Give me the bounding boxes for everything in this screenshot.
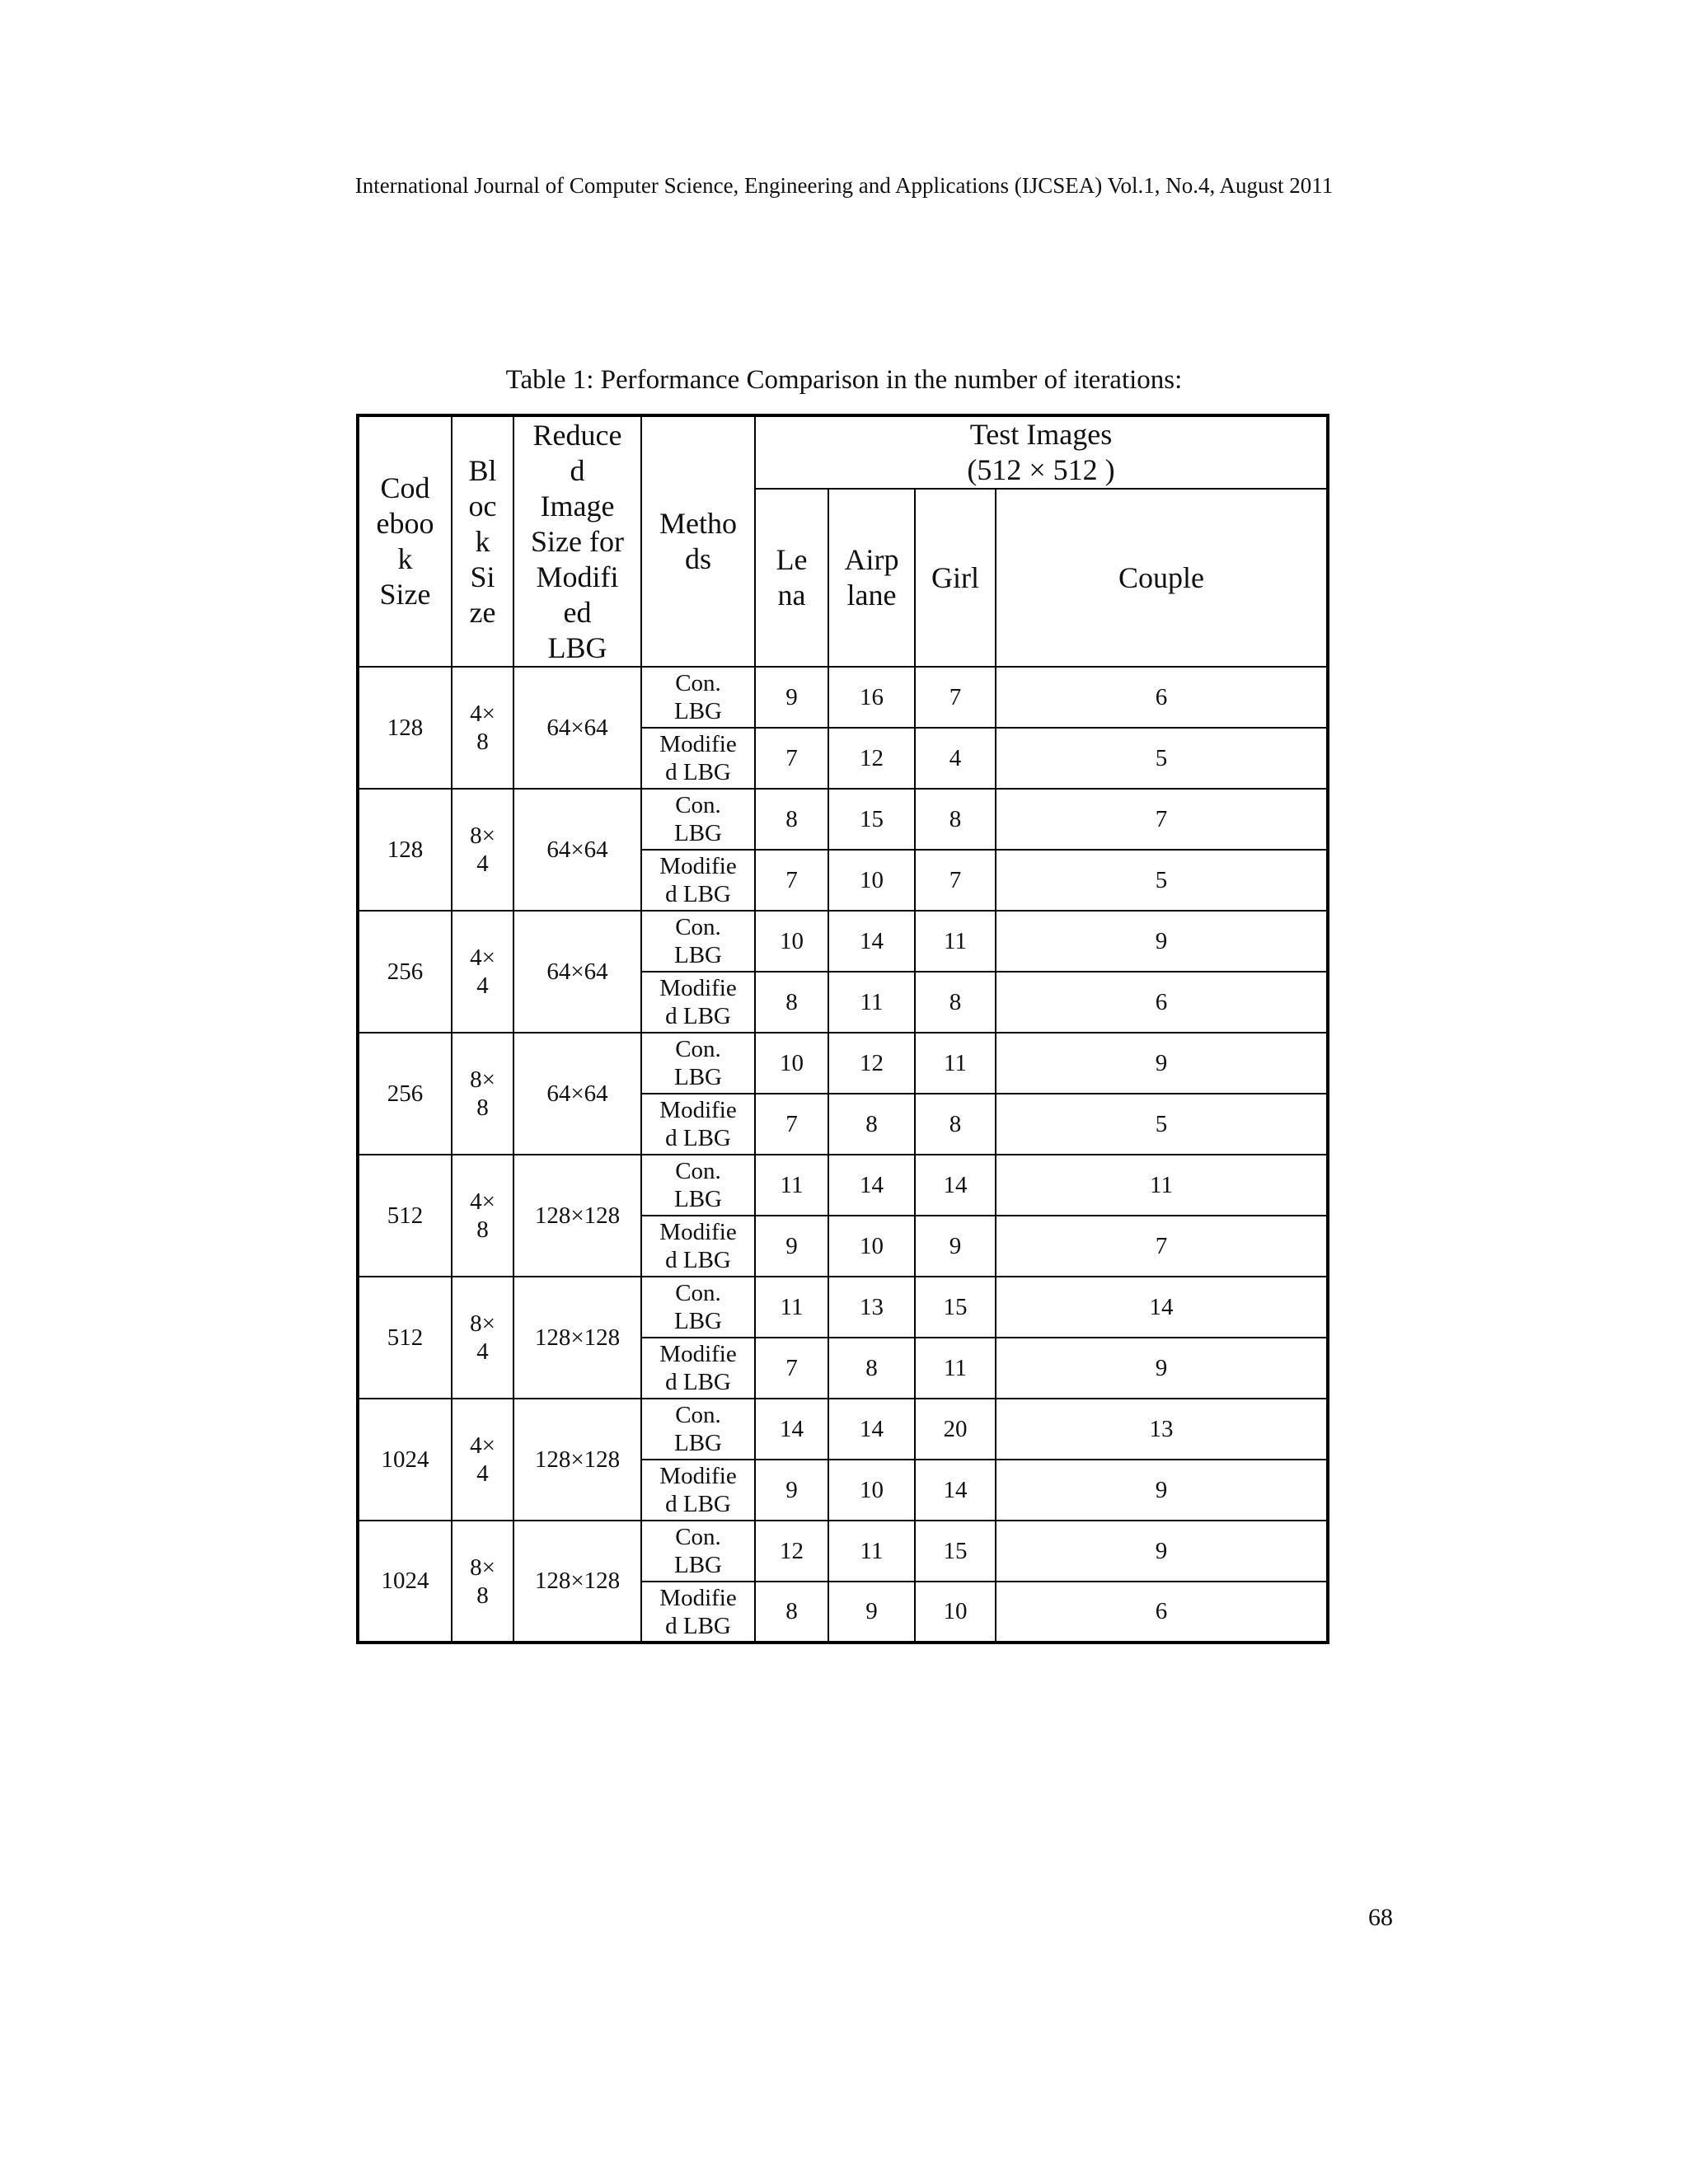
iteration-value-cell: 12	[828, 728, 915, 789]
iteration-value-cell: 9	[828, 1582, 915, 1643]
method-cell-con-lbg: Con. LBG	[641, 1277, 755, 1338]
iteration-value-cell: 10	[828, 1216, 915, 1277]
iteration-value-cell: 11	[996, 1155, 1328, 1216]
method-cell-modified-lbg: Modifie d LBG	[641, 1582, 755, 1643]
iteration-value-cell: 8	[755, 789, 828, 850]
iteration-value-cell: 9	[996, 1338, 1328, 1399]
iteration-value-cell: 8	[915, 972, 996, 1033]
header-reduced-image-size: Reduce d Image Size for Modifi ed LBG	[513, 415, 641, 667]
header-image-airplane: Airp lane	[828, 489, 915, 667]
method-cell-con-lbg: Con. LBG	[641, 667, 755, 728]
codebook-size-cell: 128	[358, 667, 452, 789]
iteration-value-cell: 7	[755, 850, 828, 911]
iteration-value-cell: 6	[996, 667, 1328, 728]
iteration-value-cell: 8	[828, 1338, 915, 1399]
iteration-value-cell: 10	[755, 911, 828, 972]
iteration-value-cell: 5	[996, 850, 1328, 911]
method-cell-modified-lbg: Modifie d LBG	[641, 728, 755, 789]
codebook-size-cell: 256	[358, 911, 452, 1033]
results-table	[356, 414, 1329, 1644]
iteration-value-cell: 7	[915, 850, 996, 911]
block-size-cell: 4× 4	[452, 911, 513, 1033]
header-test-images: Test Images (512 × 512 )	[755, 415, 1328, 489]
iteration-value-cell: 8	[915, 789, 996, 850]
iteration-value-cell: 9	[996, 1460, 1328, 1521]
reduced-size-cell: 64×64	[513, 667, 641, 789]
iteration-value-cell: 9	[915, 1216, 996, 1277]
table-row	[358, 667, 1328, 728]
iteration-value-cell: 14	[828, 911, 915, 972]
iteration-value-cell: 10	[755, 1033, 828, 1094]
table-row	[358, 1521, 1328, 1582]
block-size-cell: 4× 8	[452, 1155, 513, 1277]
codebook-size-cell: 1024	[358, 1399, 452, 1521]
table-row	[358, 1399, 1328, 1460]
iteration-value-cell: 7	[915, 667, 996, 728]
iteration-value-cell: 15	[828, 789, 915, 850]
iteration-value-cell: 9	[996, 1521, 1328, 1582]
iteration-value-cell: 5	[996, 1094, 1328, 1155]
page-number: 68	[1368, 1904, 1393, 1931]
table-row	[358, 1155, 1328, 1216]
iteration-value-cell: 11	[915, 1033, 996, 1094]
codebook-size-cell: 1024	[358, 1521, 452, 1643]
header-codebook-size: Cod eboo k Size	[358, 415, 452, 667]
method-cell-modified-lbg: Modifie d LBG	[641, 1216, 755, 1277]
codebook-size-cell: 512	[358, 1155, 452, 1277]
iteration-value-cell: 15	[915, 1277, 996, 1338]
running-header: International Journal of Computer Science, Engineering and Applications (IJCSEA) Vol.1, No.4, August 2011	[354, 173, 1334, 198]
iteration-value-cell: 11	[755, 1277, 828, 1338]
iteration-value-cell: 7	[996, 789, 1328, 850]
block-size-cell: 8× 8	[452, 1033, 513, 1155]
iteration-value-cell: 13	[828, 1277, 915, 1338]
iteration-value-cell: 10	[915, 1582, 996, 1643]
reduced-size-cell: 128×128	[513, 1155, 641, 1277]
codebook-size-cell: 512	[358, 1277, 452, 1399]
iteration-value-cell: 12	[755, 1521, 828, 1582]
table-caption: Table 1: Performance Comparison in the number of iterations:	[505, 365, 1183, 395]
iteration-value-cell: 9	[996, 911, 1328, 972]
method-cell-modified-lbg: Modifie d LBG	[641, 1094, 755, 1155]
iteration-value-cell: 11	[915, 911, 996, 972]
iteration-value-cell: 7	[996, 1216, 1328, 1277]
block-size-cell: 4× 8	[452, 667, 513, 789]
block-size-cell: 8× 4	[452, 789, 513, 911]
block-size-cell: 8× 8	[452, 1521, 513, 1643]
iteration-value-cell: 8	[915, 1094, 996, 1155]
method-cell-con-lbg: Con. LBG	[641, 1399, 755, 1460]
method-cell-modified-lbg: Modifie d LBG	[641, 1338, 755, 1399]
table-body	[358, 667, 1328, 1643]
method-cell-con-lbg: Con. LBG	[641, 911, 755, 972]
iteration-value-cell: 20	[915, 1399, 996, 1460]
codebook-size-cell: 128	[358, 789, 452, 911]
iteration-value-cell: 7	[755, 1338, 828, 1399]
iteration-value-cell: 5	[996, 728, 1328, 789]
iteration-value-cell: 9	[755, 667, 828, 728]
table-row	[358, 911, 1328, 972]
iteration-value-cell: 6	[996, 972, 1328, 1033]
codebook-size-cell: 256	[358, 1033, 452, 1155]
iteration-value-cell: 7	[755, 1094, 828, 1155]
header-image-lena: Le na	[755, 489, 828, 667]
header-image-girl: Girl	[915, 489, 996, 667]
table-row	[358, 1033, 1328, 1094]
method-cell-con-lbg: Con. LBG	[641, 789, 755, 850]
method-cell-con-lbg: Con. LBG	[641, 1155, 755, 1216]
reduced-size-cell: 128×128	[513, 1277, 641, 1399]
header-image-couple: Couple	[996, 489, 1328, 667]
reduced-size-cell: 64×64	[513, 789, 641, 911]
iteration-value-cell: 9	[996, 1033, 1328, 1094]
iteration-value-cell: 10	[828, 850, 915, 911]
iteration-value-cell: 14	[996, 1277, 1328, 1338]
iteration-value-cell: 14	[915, 1460, 996, 1521]
header-methods: Metho ds	[641, 415, 755, 667]
iteration-value-cell: 8	[828, 1094, 915, 1155]
method-cell-modified-lbg: Modifie d LBG	[641, 1460, 755, 1521]
iteration-value-cell: 13	[996, 1399, 1328, 1460]
table-row	[358, 1277, 1328, 1338]
iteration-value-cell: 14	[915, 1155, 996, 1216]
iteration-value-cell: 14	[755, 1399, 828, 1460]
iteration-value-cell: 9	[755, 1216, 828, 1277]
iteration-value-cell: 12	[828, 1033, 915, 1094]
iteration-value-cell: 11	[755, 1155, 828, 1216]
method-cell-con-lbg: Con. LBG	[641, 1521, 755, 1582]
reduced-size-cell: 128×128	[513, 1399, 641, 1521]
iteration-value-cell: 8	[755, 972, 828, 1033]
iteration-value-cell: 14	[828, 1155, 915, 1216]
method-cell-modified-lbg: Modifie d LBG	[641, 972, 755, 1033]
iteration-value-cell: 9	[755, 1460, 828, 1521]
iteration-value-cell: 7	[755, 728, 828, 789]
block-size-cell: 8× 4	[452, 1277, 513, 1399]
block-size-cell: 4× 4	[452, 1399, 513, 1521]
reduced-size-cell: 64×64	[513, 1033, 641, 1155]
iteration-value-cell: 14	[828, 1399, 915, 1460]
iteration-value-cell: 8	[755, 1582, 828, 1643]
iteration-value-cell: 6	[996, 1582, 1328, 1643]
method-cell-modified-lbg: Modifie d LBG	[641, 850, 755, 911]
reduced-size-cell: 64×64	[513, 911, 641, 1033]
iteration-value-cell: 11	[828, 1521, 915, 1582]
method-cell-con-lbg: Con. LBG	[641, 1033, 755, 1094]
reduced-size-cell: 128×128	[513, 1521, 641, 1643]
iteration-value-cell: 11	[915, 1338, 996, 1399]
header-block-size: Bl oc k Si ze	[452, 415, 513, 667]
iteration-value-cell: 4	[915, 728, 996, 789]
table-row	[358, 789, 1328, 850]
iteration-value-cell: 15	[915, 1521, 996, 1582]
iteration-value-cell: 10	[828, 1460, 915, 1521]
iteration-value-cell: 11	[828, 972, 915, 1033]
iteration-value-cell: 16	[828, 667, 915, 728]
